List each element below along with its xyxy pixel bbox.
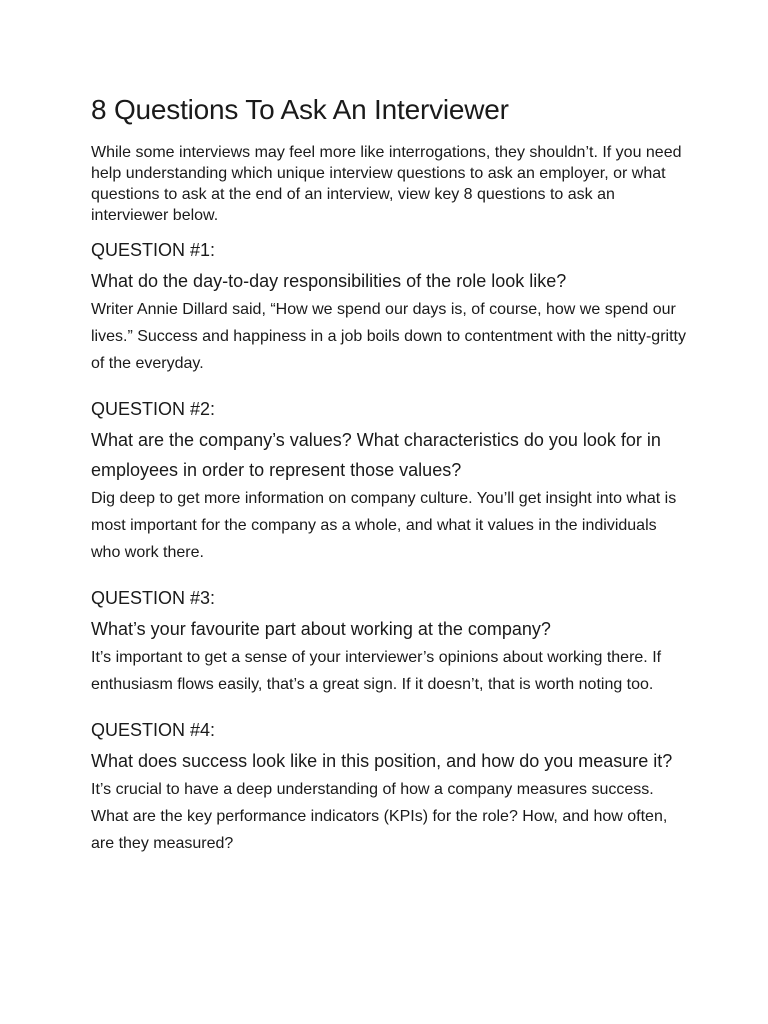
question-number: QUESTION #3: [91, 588, 216, 608]
question-section-1 [91, 236, 688, 377]
question-number: QUESTION #2: [91, 399, 216, 419]
question-section-4 [91, 716, 688, 857]
question-heading: What do the day-to-day responsibilities of the role look like? [91, 271, 567, 291]
question-heading: What are the company’s values? What characteristics do you look for in employees in order to represent those values? [91, 430, 661, 480]
question-heading: What’s your favourite part about working at the company? [91, 619, 551, 639]
document-title: 8 Questions To Ask An Interviewer [91, 94, 509, 125]
question-body: Writer Annie Dillard said, “How we spend our days is, of course, how we spend our lives.” Success and happiness in a job boils down to contentment with the nitty-gritty of the everyday. [91, 301, 686, 372]
question-heading: What does success look like in this position, and how do you measure it? [91, 751, 673, 771]
intro-paragraph: While some interviews may feel more like interrogations, they shouldn’t. If you need help understanding which unique interview questions to ask an employer, or what questions to ask at the end of an interview, view key 8 questions to ask an interviewer below. [91, 144, 682, 224]
question-body: Dig deep to get more information on company culture. You’ll get insight into what is most important for the company as a whole, and what it values in the individuals who work there. [91, 490, 677, 561]
question-body: It’s crucial to have a deep understanding of how a company measures success. What are the key performance indicators (KPIs) for the role? How, and how often, are they measured? [91, 781, 668, 852]
question-section-2 [91, 395, 688, 566]
question-body: It’s important to get a sense of your interviewer’s opinions about working there. If enthusiasm flows easily, that’s a great sign. If it doesn’t, that is worth noting too. [91, 649, 662, 693]
question-number: QUESTION #4: [91, 720, 216, 740]
question-section-3 [91, 584, 688, 698]
question-number: QUESTION #1: [91, 240, 216, 260]
